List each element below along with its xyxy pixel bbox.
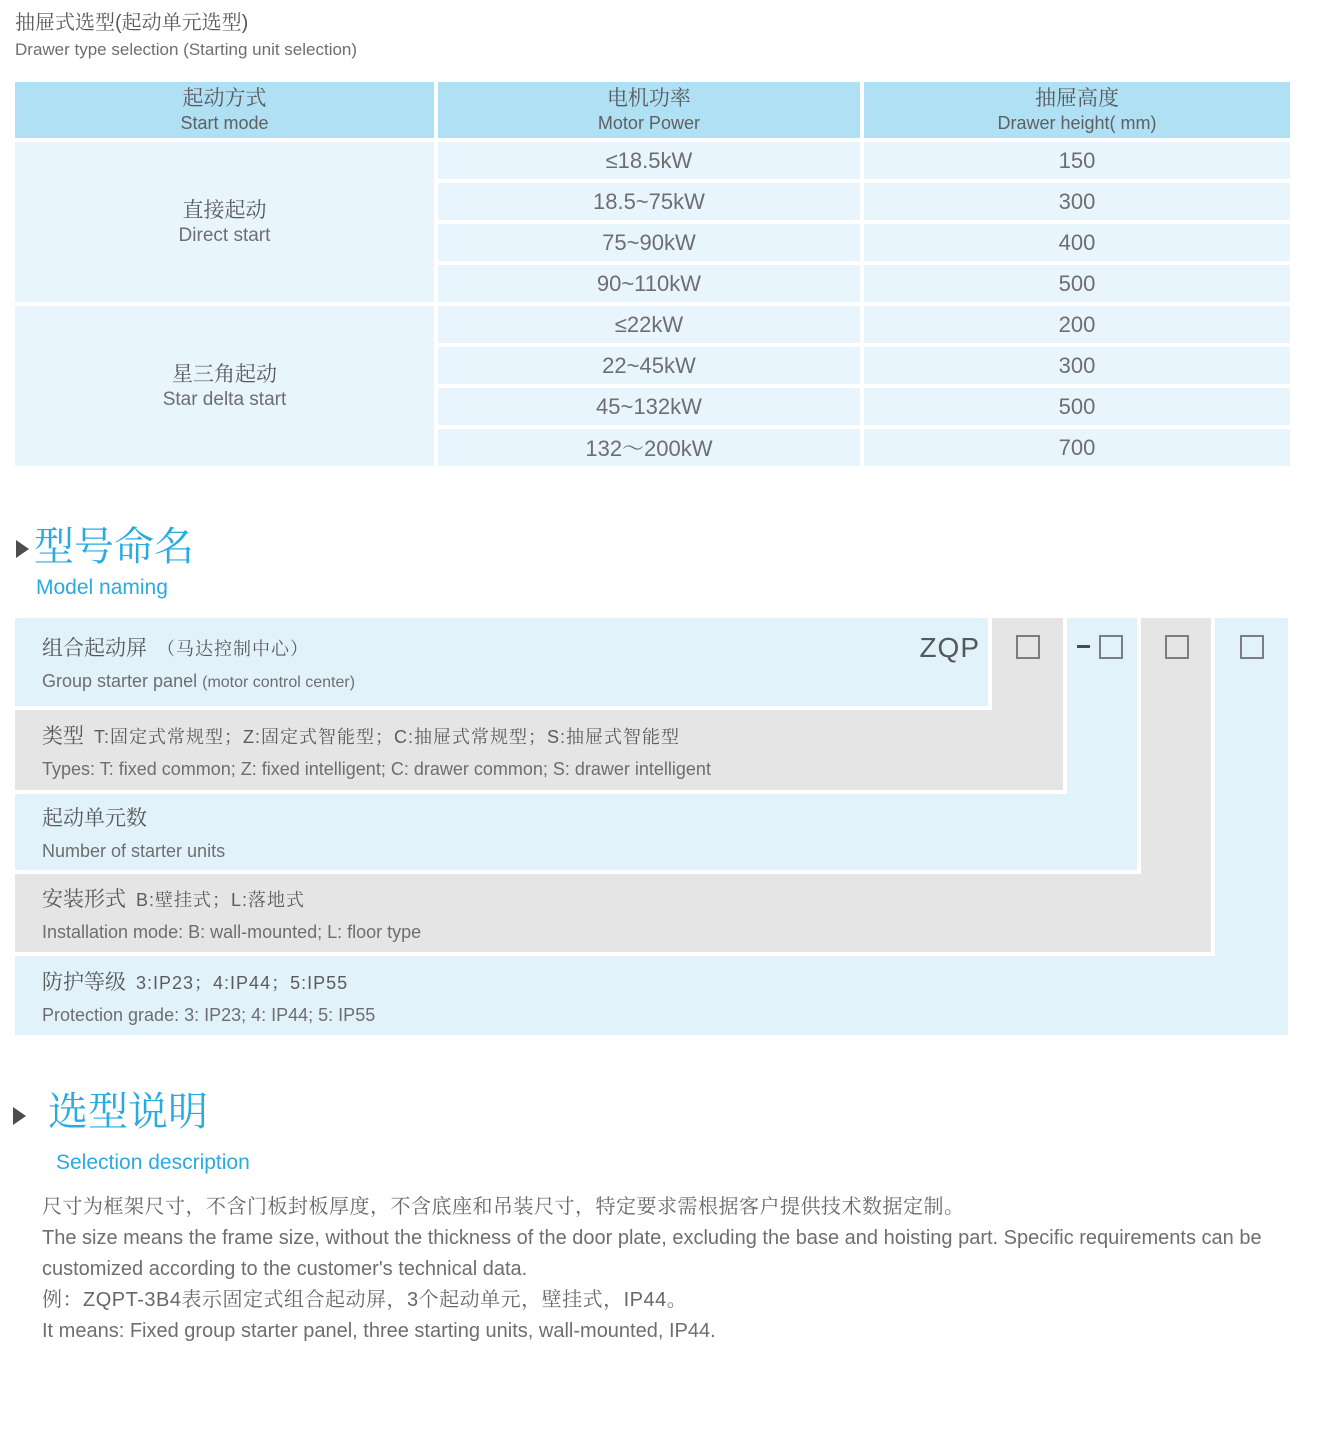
header-start-mode-cn: 起动方式 bbox=[182, 87, 267, 110]
ladder-row-protection bbox=[15, 956, 1288, 1035]
description-line: 尺寸为框架尺寸，不含门板封板厚度，不含底座和吊装尺寸，特定要求需根据客户提供技术数据定制。 bbox=[42, 1196, 965, 1218]
selection-description-title-en: Selection description bbox=[56, 1151, 250, 1174]
row-detail-cn: B:壁挂式；L:落地式 bbox=[136, 890, 306, 910]
header-motor-power-cn: 电机功率 bbox=[606, 87, 691, 110]
start-mode-direct-en: Direct start bbox=[178, 224, 271, 246]
row-en-paren: (motor control center) bbox=[202, 674, 356, 691]
cell-motor-power: 22~45kW bbox=[438, 347, 860, 384]
row-detail-cn: （马达控制中心） bbox=[157, 639, 309, 659]
row-en-main: Group starter panel bbox=[42, 671, 198, 691]
start-mode-star-delta-en: Star delta start bbox=[162, 388, 287, 410]
cell-drawer-height: 500 bbox=[864, 388, 1290, 425]
model-naming-title-cn: 型号命名 bbox=[34, 525, 194, 569]
row-detail-cn: T:固定式常规型；Z:固定式智能型；C:抽屉式常规型；S:抽屉式智能型 bbox=[94, 727, 681, 747]
row-en: Installation mode: B: wall-mounted; L: floor type bbox=[42, 922, 422, 942]
cell-motor-power: 18.5~75kW bbox=[438, 183, 860, 220]
cell-motor-power: ≤18.5kW bbox=[438, 142, 860, 179]
start-mode-star-delta-cn: 星三角起动 bbox=[171, 362, 277, 386]
ladder-row-type bbox=[15, 710, 1063, 790]
cell-drawer-height: 300 bbox=[864, 183, 1290, 220]
row-en: Protection grade: 3: IP23; 4: IP44; 5: IP55 bbox=[42, 1004, 376, 1025]
header-drawer-height-en: Drawer height( mm) bbox=[997, 113, 1157, 133]
row-label-cn: 组合起动屏 bbox=[42, 637, 147, 660]
cell-drawer-height: 300 bbox=[864, 347, 1290, 384]
cell-drawer-height: 150 bbox=[864, 142, 1290, 179]
code-box-protection bbox=[1240, 635, 1264, 659]
ladder-row-group-starter bbox=[15, 618, 988, 706]
code-box-units bbox=[1099, 635, 1123, 659]
cell-motor-power: 75~90kW bbox=[438, 224, 860, 261]
table-row bbox=[15, 142, 1290, 179]
header-drawer-height bbox=[864, 82, 1290, 138]
table-row bbox=[15, 306, 1290, 343]
cell-drawer-height: 200 bbox=[864, 306, 1290, 343]
description-line: It means: Fixed group starter panel, three starting units, wall-mounted, IP44. bbox=[42, 1320, 716, 1342]
code-box-type bbox=[1016, 635, 1040, 659]
row-label-cn: 起动单元数 bbox=[42, 807, 147, 830]
cell-drawer-height: 400 bbox=[864, 224, 1290, 261]
cell-motor-power: 45~132kW bbox=[438, 388, 860, 425]
cell-start-mode-direct bbox=[15, 142, 434, 302]
row-label-cn: 安装形式 bbox=[42, 888, 126, 911]
drawer-selection-table bbox=[11, 78, 1294, 470]
row-label-cn: 类型 bbox=[42, 725, 84, 748]
model-code-prefix: ZQP bbox=[919, 632, 980, 663]
ladder-row-starter-units bbox=[15, 794, 1137, 870]
ladder-row-installation bbox=[15, 874, 1211, 952]
row-en: Number of starter units bbox=[42, 841, 226, 861]
cell-drawer-height: 500 bbox=[864, 265, 1290, 302]
cell-drawer-height: 700 bbox=[864, 429, 1290, 466]
selection-description-title-cn: 选型说明 bbox=[48, 1090, 208, 1134]
header-motor-power-en: Motor Power bbox=[597, 113, 700, 133]
header-start-mode-en: Start mode bbox=[180, 113, 269, 133]
page-title-block bbox=[15, 10, 357, 62]
row-label-cn: 防护等级 bbox=[42, 970, 126, 994]
table-header-row bbox=[15, 82, 1290, 138]
page-title-en: Drawer type selection (Starting unit selection) bbox=[15, 40, 358, 59]
page-title-cn: 抽屉式选型(起动单元选型) bbox=[15, 12, 249, 34]
selection-description-text bbox=[42, 1192, 1290, 1347]
code-box-installation bbox=[1165, 635, 1189, 659]
code-dash bbox=[1077, 645, 1090, 648]
row-detail-cn: 3:IP23；4:IP44；5:IP55 bbox=[136, 972, 349, 993]
model-naming-diagram bbox=[15, 618, 1288, 1035]
description-line: The size means the frame size, without the thickness of the door plate, excluding the base and hoisting part. Specific requirements can be customized according to the customer's technical data. bbox=[42, 1227, 1262, 1280]
cell-start-mode-star-delta bbox=[15, 306, 434, 466]
header-start-mode bbox=[15, 82, 434, 138]
model-naming-title-en: Model naming bbox=[36, 576, 168, 599]
cell-motor-power: ≤22kW bbox=[438, 306, 860, 343]
cell-motor-power: 90~110kW bbox=[438, 265, 860, 302]
section-arrow-icon bbox=[13, 1107, 26, 1125]
cell-motor-power: 132～200kW bbox=[438, 429, 860, 466]
header-drawer-height-cn: 抽屉高度 bbox=[1034, 87, 1119, 110]
section-arrow-icon bbox=[16, 540, 29, 558]
description-line: 例：ZQPT-3B4表示固定式组合起动屏，3个起动单元，壁挂式，IP44。 bbox=[42, 1289, 688, 1311]
header-motor-power bbox=[438, 82, 860, 138]
start-mode-direct-cn: 直接起动 bbox=[182, 198, 267, 222]
row-en: Types: T: fixed common; Z: fixed intelligent; C: drawer common; S: drawer intelligent bbox=[42, 759, 711, 779]
